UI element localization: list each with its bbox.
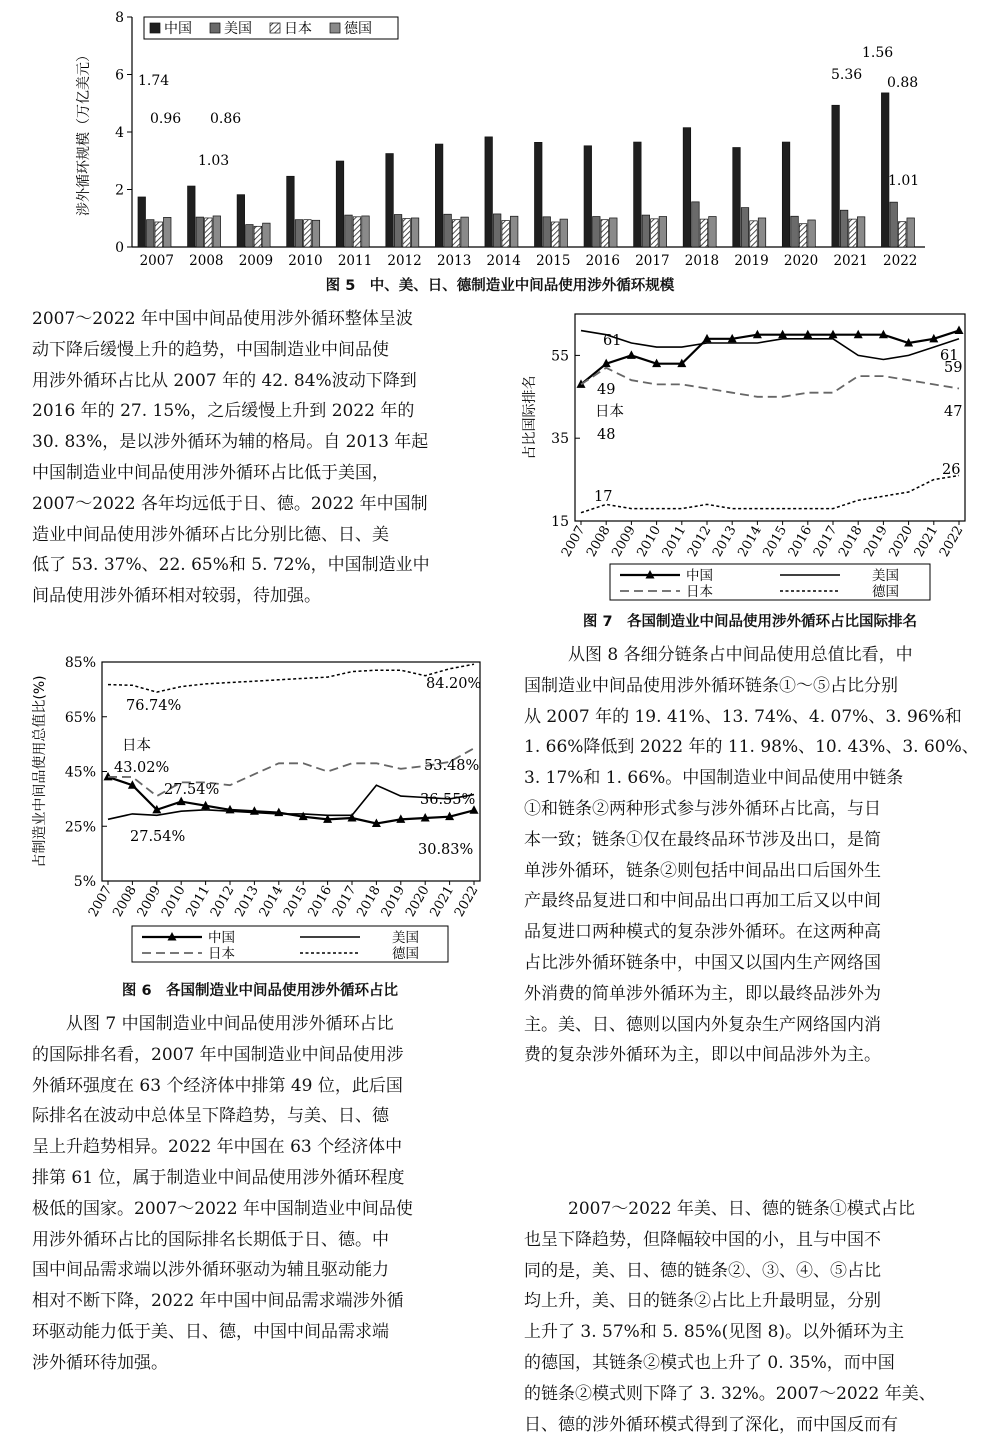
y-axis-label: 占制造业中间品使用总值比(%) [32, 675, 48, 868]
text-line: 的德国，其链条②模式也上升了 0. 35%，而中国 [524, 1352, 895, 1373]
bar-美国 [147, 220, 155, 247]
y-tick-label: 55 [551, 348, 569, 365]
x-tick-label: 2013 [710, 523, 740, 560]
bar-德国 [659, 217, 667, 247]
text-line: 用涉外循环占比的国际排名长期低于日、德。中 [32, 1229, 389, 1250]
x-tick-label: 2011 [183, 883, 214, 920]
text-line: 2007～2022 年美、日、德的链条①模式占比 [568, 1199, 915, 1219]
bar-日本 [898, 222, 906, 247]
bar-中国 [584, 146, 592, 247]
x-tick-label: 2022 [936, 523, 967, 560]
text-line: 造业中间品使用涉外循环占比分别比德、日、美 [32, 524, 389, 545]
value-annotation: 1.03 [198, 153, 230, 169]
value-annotation: 43.02% [114, 760, 170, 776]
value-annotation: 26 [942, 462, 961, 478]
text-line: 相对不断下降，2022 年中国中间品需求端涉外循 [32, 1291, 404, 1312]
text-line: 环驱动能力低于美、日、德，中国中间品需求端 [32, 1321, 389, 1342]
bar-日本 [849, 219, 857, 247]
bar-德国 [857, 217, 865, 247]
value-annotation: 27.54% [130, 829, 186, 845]
x-tick-label: 2008 [584, 523, 614, 560]
bar-中国 [138, 197, 146, 247]
x-tick-label: 2018 [684, 253, 720, 269]
legend-label: 美国 [224, 21, 252, 37]
value-annotation: 27.54% [164, 782, 220, 798]
value-annotation: 0.88 [887, 75, 919, 91]
text-line: 的国际排名看，2007 年中国制造业中间品使用涉 [32, 1044, 404, 1065]
legend-swatch [150, 23, 160, 33]
bar-德国 [709, 217, 717, 247]
bar-中国 [881, 93, 889, 247]
y-axis-label: 占比国际排名 [522, 375, 538, 460]
x-tick-label: 2007 [558, 523, 589, 560]
bar-美国 [295, 220, 303, 247]
bar-美国 [444, 214, 452, 247]
value-annotation: 17 [594, 489, 613, 505]
bar-中国 [485, 137, 493, 247]
text-line: 2007～2022 年中国中间品使用涉外循环整体呈波 [32, 309, 413, 329]
legend-label: 德国 [344, 21, 372, 37]
value-annotation: 1.56 [862, 45, 894, 61]
bar-中国 [435, 144, 443, 247]
legend-label: 德国 [392, 946, 419, 962]
value-annotation: 49 [597, 382, 616, 398]
legend-label: 中国 [208, 930, 235, 946]
value-annotation: 0.86 [210, 111, 242, 127]
y-tick-label: 4 [115, 125, 124, 141]
text-line: 低了 53. 37%、22. 65%和 5. 72%，中国制造业中 [32, 555, 430, 576]
bar-日本 [155, 222, 163, 247]
y-tick-label: 6 [115, 67, 124, 84]
bar-中国 [188, 186, 196, 247]
text-line: 主。美、日、德则以国内外复杂生产网络国内消 [524, 1014, 881, 1035]
x-tick-label: 2014 [256, 883, 287, 920]
text-line: 际排名在波动中总体呈下降趋势，与美、日、德 [32, 1106, 389, 1127]
text-line: 日、德的涉外循环模式得到了深化，而中国反而有 [524, 1414, 898, 1435]
legend-swatch [270, 23, 280, 33]
line-日本 [581, 368, 959, 397]
legend-label: 美国 [872, 568, 899, 584]
bar-德国 [461, 217, 469, 247]
bar-日本 [502, 221, 510, 247]
value-annotation: 1.01 [888, 173, 920, 189]
bar-德国 [510, 216, 518, 247]
bar-美国 [196, 217, 204, 247]
x-tick-label: 2009 [609, 523, 639, 560]
value-annotation: 84.20% [426, 676, 482, 692]
x-tick-label: 2017 [810, 523, 841, 560]
text-line: 国制造业中间品使用涉外循环链条①～⑤占比分别 [524, 675, 898, 696]
paragraph-4 [524, 1194, 974, 1440]
figure-6-chart [30, 654, 495, 970]
figure-7-svg [520, 306, 980, 606]
bar-日本 [799, 224, 807, 247]
bar-中国 [634, 142, 642, 247]
bar-美国 [840, 210, 848, 247]
bar-美国 [394, 215, 402, 247]
value-annotation: 日本 [595, 404, 624, 420]
x-tick-label: 2020 [403, 883, 433, 920]
x-tick-label: 2012 [207, 883, 238, 920]
legend-swatch [330, 23, 340, 33]
x-tick-label: 2021 [427, 883, 458, 920]
marker-中国 [627, 350, 636, 359]
text-line: 国中间品需求端以涉外循环驱动为辅且驱动能力 [32, 1260, 389, 1281]
text-line: ①和链条②两种形式参与涉外循环占比高，与日 [524, 798, 881, 819]
legend-label: 美国 [392, 930, 419, 946]
bar-日本 [700, 219, 708, 247]
value-annotation: 59 [944, 360, 963, 376]
bar-中国 [733, 148, 741, 247]
x-tick-label: 2016 [585, 253, 621, 269]
x-tick-label: 2015 [760, 523, 791, 560]
legend-swatch [210, 23, 220, 33]
x-tick-label: 2017 [635, 253, 670, 269]
x-tick-label: 2009 [238, 253, 274, 269]
text-line: 外消费的简单涉外循环为主，即以最终品涉外为 [524, 983, 881, 1004]
text-line: 占比涉外循环链条中，中国又以国内生产网络国 [524, 952, 881, 973]
bar-中国 [287, 176, 295, 247]
value-annotation: 36.55% [420, 792, 476, 808]
x-tick-label: 2007 [85, 883, 116, 920]
text-line: 1. 66%降低到 2022 年的 11. 98%、10. 43%、3. 60%、 [524, 737, 979, 758]
bar-德国 [411, 218, 419, 247]
text-line: 从图 7 中国制造业中间品使用涉外循环占比 [66, 1014, 394, 1034]
bar-中国 [237, 195, 245, 247]
text-line: 中国制造业中间品使用涉外循环占比低于美国， [32, 462, 389, 483]
text-line: 本一致；链条①仅在最终品环节涉及出口，是简 [524, 829, 881, 850]
y-tick-label: 15 [551, 514, 569, 530]
y-tick-label: 5% [73, 874, 96, 890]
figure-5-svg [70, 5, 940, 275]
y-tick-label: 25% [64, 819, 96, 836]
bar-美国 [642, 215, 650, 247]
y-tick-label: 65% [64, 709, 96, 726]
bar-美国 [345, 215, 353, 247]
bar-美国 [593, 217, 601, 247]
x-tick-label: 2021 [833, 253, 868, 269]
x-tick-label: 2019 [378, 883, 409, 920]
bar-中国 [782, 142, 790, 247]
bar-美国 [493, 214, 501, 247]
bar-德国 [164, 217, 172, 247]
bar-日本 [552, 222, 560, 247]
value-annotation: 5.36 [831, 67, 863, 83]
text-line: 3. 17%和 1. 66%。中国制造业中间品使用中链条 [524, 768, 904, 789]
figure-6-svg [30, 654, 495, 970]
y-tick-label: 35 [551, 431, 569, 448]
x-tick-label: 2008 [110, 883, 140, 920]
bar-中国 [336, 161, 344, 247]
bar-德国 [213, 216, 221, 247]
bar-日本 [403, 219, 411, 247]
figure-5-caption: 图 5 中、美、日、德制造业中间品使用涉外循环规模 [325, 278, 675, 294]
bar-德国 [610, 218, 618, 247]
text-line: 费的复杂涉外循环为主，即以中间品涉外为主。 [524, 1045, 881, 1066]
bar-德国 [758, 218, 766, 247]
x-tick-label: 2012 [684, 523, 715, 560]
y-tick-label: 85% [64, 655, 96, 671]
y-tick-label: 2 [115, 182, 124, 199]
x-tick-label: 2018 [354, 883, 384, 920]
bar-日本 [452, 220, 460, 247]
text-line: 呈上升趋势相异。2022 年中国在 63 个经济体中 [32, 1137, 403, 1158]
text-line: 单涉外循环，链条②则包括中间品出口后国外生 [524, 860, 881, 881]
x-tick-label: 2011 [659, 523, 690, 560]
bar-美国 [791, 216, 799, 247]
value-annotation: 61 [603, 333, 622, 349]
text-line: 从图 8 各细分链条占中间品使用总值比看，中 [568, 645, 913, 665]
x-tick-label: 2019 [734, 253, 769, 269]
line-中国 [581, 331, 959, 385]
text-line: 用涉外循环占比从 2007 年的 42. 84%波动下降到 [32, 370, 417, 391]
value-annotation: 53.48% [424, 758, 480, 774]
x-tick-label: 2014 [486, 253, 521, 269]
bar-日本 [205, 218, 213, 247]
paragraph-1 [32, 304, 502, 612]
x-tick-label: 2013 [232, 883, 262, 920]
text-line: 产最终品复进口和中间品出口再加工后又以中间 [524, 891, 881, 912]
x-tick-label: 2008 [189, 253, 224, 269]
text-line: 从 2007 年的 19. 41%、13. 74%、4. 07%、3. 96%和 [524, 706, 962, 727]
line-德国 [581, 476, 959, 513]
figure-7-chart [520, 306, 980, 606]
text-line: 2007～2022 各年均远低于日、德。2022 年中国制 [32, 493, 428, 514]
bar-德国 [263, 223, 271, 247]
bar-日本 [651, 219, 659, 247]
text-line: 外循环强度在 63 个经济体中排第 49 位，此后国 [32, 1075, 403, 1096]
x-tick-label: 2016 [785, 523, 816, 560]
text-line: 的链条②模式则下降了 3. 32%。2007～2022 年美、 [524, 1383, 936, 1404]
x-tick-label: 2010 [159, 883, 189, 920]
value-annotation: 47 [944, 404, 963, 420]
x-tick-label: 2011 [337, 253, 373, 269]
value-annotation: 1.74 [138, 73, 170, 89]
x-tick-label: 2007 [139, 253, 174, 269]
x-tick-label: 2018 [836, 523, 866, 560]
value-annotation: 0.96 [150, 111, 182, 127]
text-line: 也呈下降趋势，但降幅较中国的小，且与中国不 [524, 1229, 881, 1250]
bar-日本 [601, 220, 609, 247]
text-line: 动下降后缓慢上升的趋势，中国制造业中间品使 [32, 339, 389, 360]
bar-中国 [535, 142, 543, 247]
bar-德国 [560, 219, 568, 247]
bar-美国 [246, 225, 254, 247]
text-line: 品复进口两种模式的复杂涉外循环。在这两种高 [524, 922, 881, 943]
text-line: 极低的国家。2007～2022 年中国制造业中间品使 [32, 1198, 413, 1219]
figure-6-caption: 图 6 各国制造业中间品使用涉外循环占比 [121, 983, 399, 999]
marker-中国 [955, 326, 964, 335]
x-tick-label: 2010 [634, 523, 665, 560]
line-德国 [108, 664, 474, 692]
figure-5-chart [70, 5, 940, 275]
legend-label: 中国 [686, 568, 713, 584]
text-line: 涉外循环待加强。 [32, 1352, 168, 1373]
paragraph-2 [32, 1009, 502, 1379]
bar-德国 [907, 218, 915, 247]
x-tick-label: 2022 [451, 883, 482, 920]
x-tick-label: 2010 [288, 253, 323, 269]
x-tick-label: 2017 [329, 883, 360, 920]
x-tick-label: 2013 [436, 253, 472, 269]
value-annotation: 日本 [122, 738, 151, 754]
bar-中国 [832, 105, 840, 247]
text-line: 排第 61 位，属于制造业中间品使用涉外循环程度 [32, 1167, 405, 1188]
bar-美国 [890, 202, 898, 247]
value-annotation: 48 [597, 427, 616, 443]
bar-中国 [683, 128, 691, 247]
x-tick-label: 2012 [387, 253, 422, 269]
x-tick-label: 2020 [783, 253, 819, 269]
x-tick-label: 2020 [886, 523, 917, 560]
text-line: 同的是，美、日、德的链条②、③、④、⑤占比 [524, 1260, 881, 1281]
bar-中国 [386, 154, 394, 247]
text-line: 上升了 3. 57%和 5. 85%(见图 8)。以外循环为主 [524, 1322, 905, 1343]
x-tick-label: 2014 [735, 523, 765, 560]
legend-label: 日本 [284, 21, 312, 37]
legend-label: 日本 [208, 946, 235, 962]
y-tick-label: 45% [64, 764, 96, 781]
value-annotation: 30.83% [418, 842, 474, 858]
value-annotation: 61 [940, 348, 959, 364]
bar-德国 [362, 216, 370, 247]
text-line: 均上升，美、日的链条②占比上升最明显，分别 [524, 1291, 881, 1312]
x-tick-label: 2016 [305, 883, 336, 920]
bar-日本 [750, 221, 758, 247]
paragraph-3 [524, 640, 979, 1071]
legend-label: 德国 [872, 584, 899, 600]
legend-label: 中国 [164, 21, 192, 37]
text-line: 间品使用涉外循环相对较弱，待加强。 [32, 586, 321, 607]
x-tick-label: 2021 [911, 523, 942, 560]
bar-美国 [692, 202, 700, 247]
bar-美国 [543, 217, 551, 247]
bar-美国 [741, 208, 749, 247]
legend-label: 日本 [686, 584, 713, 600]
y-tick-label: 0 [115, 240, 124, 256]
value-annotation: 76.74% [126, 698, 182, 714]
x-tick-label: 2019 [861, 523, 891, 560]
x-tick-label: 2022 [883, 253, 918, 269]
bar-日本 [353, 217, 361, 247]
text-line: 2016 年的 27. 15%，之后缓慢上升到 2022 年的 [32, 401, 415, 422]
bar-日本 [304, 220, 312, 247]
x-tick-label: 2015 [281, 883, 311, 920]
figure-7-caption: 图 7 各国制造业中间品使用涉外循环占比国际排名 [582, 614, 918, 630]
bar-德国 [312, 220, 320, 247]
x-tick-label: 2015 [536, 253, 571, 269]
x-tick-label: 2009 [134, 883, 165, 920]
bar-日本 [254, 226, 262, 247]
bar-德国 [808, 220, 816, 247]
y-axis-label: 涉外循环规模（万亿美元） [76, 48, 92, 216]
y-tick-label: 8 [115, 10, 124, 26]
text-line: 30. 83%，是以涉外循环为辅的格局。自 2013 年起 [32, 432, 429, 453]
